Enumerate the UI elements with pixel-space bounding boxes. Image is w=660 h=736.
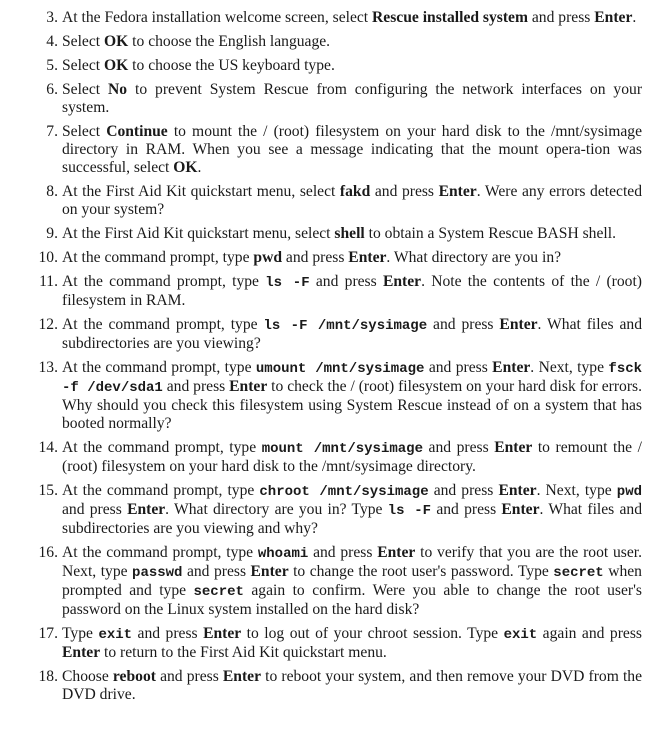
- step-text: and press: [527, 9, 595, 26]
- key-term: OK: [104, 33, 129, 50]
- step-text: . What files and subdirectories are you viewing and why?: [62, 501, 642, 537]
- command-text: mount /mnt/sysimage: [261, 441, 423, 457]
- step-text: and press: [309, 273, 383, 290]
- command-text: fsck -f /dev/sda1: [62, 361, 643, 396]
- step-text: . Note the contents of the / (root) filesystem in RAM.: [62, 273, 642, 309]
- key-term: fakd: [339, 183, 371, 200]
- key-term: Enter: [377, 544, 416, 561]
- step-text: At the Fedora installation welcome screen, select: [62, 9, 373, 26]
- step-text: Choose: [62, 668, 113, 685]
- key-term: Enter: [62, 644, 101, 661]
- step-number: 12.: [38, 316, 58, 333]
- key-term: Enter: [250, 563, 289, 580]
- step-text: At the First Aid Kit quickstart menu, select: [62, 225, 335, 242]
- key-term: Enter: [127, 501, 166, 518]
- step-text: At the First Aid Kit quickstart menu, select: [62, 183, 340, 200]
- step-text: Select: [62, 81, 109, 98]
- step-text: to obtain a System Rescue BASH shell.: [364, 225, 616, 242]
- step-item: [0, 625, 660, 662]
- procedure-steps-list: [0, 9, 660, 710]
- step-text: . What files and subdirectories are you viewing?: [62, 316, 642, 352]
- step-text: and press: [370, 183, 439, 200]
- step-number: 13.: [38, 359, 58, 376]
- key-term: Enter: [382, 273, 422, 290]
- step-text: to remount the / (root) filesystem on your hard disk to the /mnt/sysimage directory.: [62, 439, 642, 475]
- step-item: [0, 273, 660, 310]
- command-text: umount /mnt/sysimage: [255, 361, 425, 377]
- step-text: Select: [62, 123, 107, 140]
- step-item: [0, 249, 660, 267]
- step-number: 7.: [46, 123, 58, 140]
- step-text: . What directory are you in? Type: [165, 501, 388, 518]
- step-item: [0, 544, 660, 619]
- key-term: Enter: [203, 625, 242, 642]
- step-text: and press: [428, 482, 499, 499]
- step-text: and press: [282, 249, 349, 266]
- step-text: to choose the English language.: [128, 33, 331, 50]
- step-text: and press: [182, 563, 251, 580]
- step-text: and press: [424, 359, 493, 376]
- step-text: to prevent System Rescue from configuring the network interfaces on your system.: [62, 81, 643, 116]
- step-text: when prompted and type: [62, 563, 642, 599]
- step-item: [0, 33, 660, 51]
- key-term: shell: [334, 225, 365, 242]
- command-text: ls -F: [387, 503, 432, 519]
- step-text: Select: [62, 33, 104, 50]
- step-text: and press: [132, 625, 204, 642]
- step-text: to check the / (root) filesystem on your hard disk for errors. Why should you check this filesystem using System Rescue instead of on a system that has booted normally?: [62, 378, 643, 432]
- step-text: Select: [62, 57, 104, 74]
- key-term: Enter: [492, 359, 531, 376]
- step-item: [0, 668, 660, 704]
- command-text: pwd: [616, 484, 643, 500]
- step-item: [0, 183, 660, 219]
- key-term: No: [108, 81, 128, 98]
- step-text: .: [197, 159, 202, 176]
- step-number: 6.: [46, 81, 58, 98]
- command-text: ls -F: [265, 275, 310, 291]
- step-text: At the command prompt, type: [62, 359, 256, 376]
- key-term: Enter: [494, 439, 533, 456]
- command-text: exit: [503, 627, 538, 643]
- command-text: whoami: [257, 546, 309, 562]
- step-item: [0, 81, 660, 117]
- step-text: to reboot your system, and then remove your DVD from the DVD drive.: [62, 668, 643, 703]
- step-text: Type: [62, 625, 99, 642]
- key-term: pwd: [253, 249, 283, 266]
- step-number: 10.: [38, 249, 58, 266]
- key-term: OK: [104, 57, 129, 74]
- step-number: 11.: [39, 273, 58, 290]
- step-number: 15.: [38, 482, 58, 499]
- step-item: [0, 123, 660, 177]
- step-number: 18.: [38, 668, 58, 685]
- step-text: and press: [62, 501, 128, 518]
- step-text: . Next, type: [530, 359, 609, 376]
- step-number: 8.: [46, 183, 58, 200]
- key-term: Enter: [222, 668, 262, 685]
- step-item: [0, 9, 660, 27]
- key-term: Enter: [594, 9, 633, 26]
- key-term: OK: [173, 159, 198, 176]
- step-number: 3.: [46, 9, 58, 26]
- step-text: to change the root user's password. Type: [288, 563, 554, 580]
- step-item: [0, 316, 660, 353]
- step-item: [0, 439, 660, 476]
- key-term: Enter: [501, 501, 540, 518]
- key-term: Enter: [348, 249, 387, 266]
- step-text: and press: [422, 439, 495, 456]
- step-number: 5.: [46, 57, 58, 74]
- command-text: secret: [193, 584, 244, 600]
- step-text: and press: [155, 668, 223, 685]
- step-text: to log out of your chroot session. Type: [241, 625, 504, 642]
- command-text: exit: [98, 627, 133, 643]
- step-text: and press: [431, 501, 502, 518]
- step-text: At the command prompt, type: [62, 544, 258, 561]
- step-item: [0, 57, 660, 75]
- step-item: [0, 482, 660, 538]
- step-text: At the command prompt, type: [62, 273, 266, 290]
- step-text: At the command prompt, type: [62, 439, 262, 456]
- command-text: passwd: [132, 565, 183, 581]
- step-text: to mount the / (root) filesystem on your hard disk to the /mnt/sysimage directory in RAM. When you see a message indicating that the mount opera-tion was successful, select: [62, 123, 642, 176]
- step-item: [0, 359, 660, 433]
- key-term: Continue: [106, 123, 168, 140]
- step-text: . Next, type: [536, 482, 617, 499]
- step-text: again and press: [537, 625, 642, 642]
- step-text: . Were any errors detected on your system?: [62, 183, 642, 218]
- command-text: chroot /mnt/sysimage: [259, 484, 429, 500]
- step-text: . What directory are you in?: [386, 249, 562, 266]
- step-text: again to confirm. Were you able to change the root user's password on the Linux system installed on the hard disk?: [62, 582, 642, 618]
- step-number: 17.: [38, 625, 58, 642]
- key-term: Enter: [438, 183, 477, 200]
- step-text: At the command prompt, type: [62, 316, 264, 333]
- key-term: Rescue installed system: [372, 9, 528, 26]
- key-term: Enter: [498, 482, 537, 499]
- step-number: 16.: [38, 544, 58, 561]
- step-text: to verify that you are the root user. Next, type: [62, 544, 643, 580]
- step-number: 9.: [46, 225, 58, 242]
- step-text: At the command prompt, type: [62, 482, 260, 499]
- step-number: 14.: [38, 439, 58, 456]
- command-text: ls -F /mnt/sysimage: [263, 318, 428, 334]
- command-text: secret: [553, 565, 604, 581]
- key-term: Enter: [499, 316, 538, 333]
- step-text: and press: [162, 378, 230, 395]
- step-text: to return to the First Aid Kit quickstart menu.: [100, 644, 387, 661]
- step-text: .: [632, 9, 637, 26]
- step-number: 4.: [46, 33, 58, 50]
- step-text: and press: [427, 316, 500, 333]
- key-term: reboot: [112, 668, 156, 685]
- step-text: to choose the US keyboard type.: [128, 57, 335, 74]
- step-text: At the command prompt, type: [62, 249, 254, 266]
- step-item: [0, 225, 660, 243]
- step-text: and press: [308, 544, 378, 561]
- key-term: Enter: [229, 378, 268, 395]
